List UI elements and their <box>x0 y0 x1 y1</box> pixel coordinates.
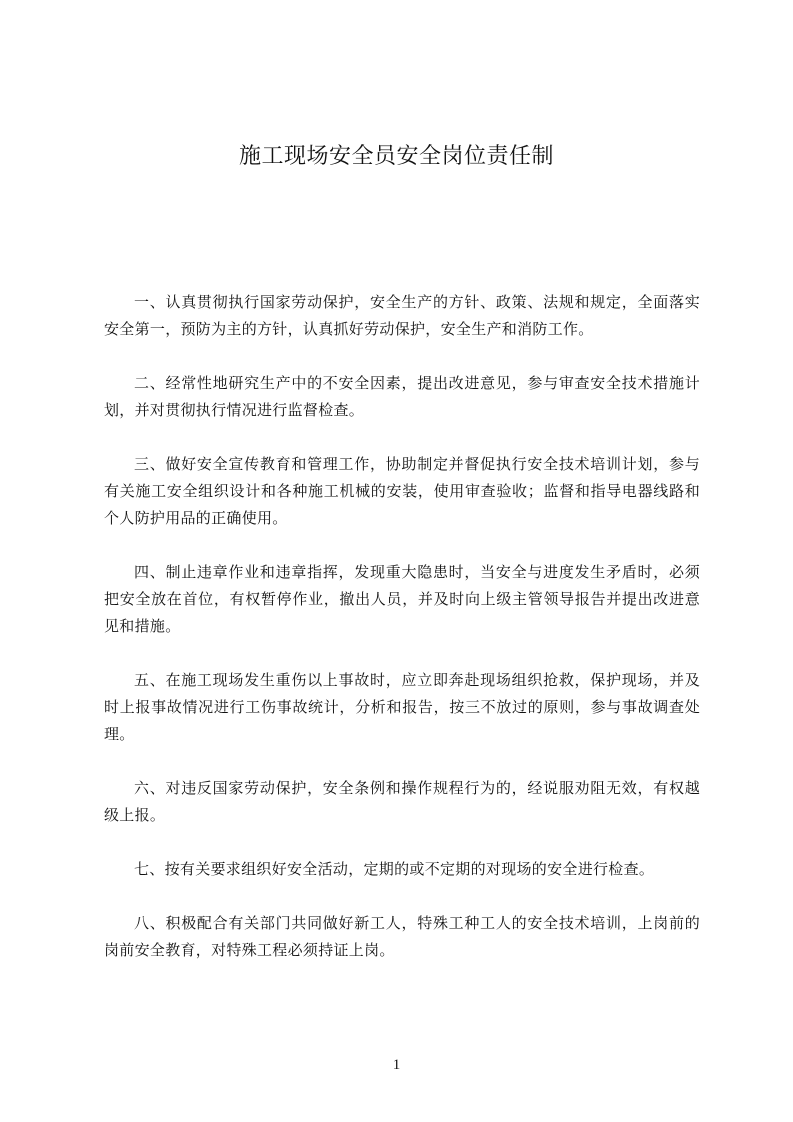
clause-4: 四、制止违章作业和违章指挥，发现重大隐患时，当安全与进度发生矛盾时，必须把安全放在首位，有权暂停作业，撤出人员，并及时向上级主管领导报告并提出改进意见和措施。 <box>104 563 700 635</box>
clause-5: 五、在施工现场发生重伤以上事故时，应立即奔赴现场组织抢救，保护现场，并及时上报事故情况进行工伤事故统计，分析和报告，按三不放过的原则，参与事故调查处理。 <box>104 671 700 743</box>
clause-3: 三、做好安全宣传教育和管理工作，协助制定并督促执行安全技术培训计划，参与有关施工安全组织设计和各种施工机械的安装，使用审查验收；监督和指导电器线路和个人防护用品的正确使用。 <box>104 455 700 527</box>
page-number: 1 <box>392 1057 401 1073</box>
clause-1: 一、认真贯彻执行国家劳动保护，安全生产的方针、政策、法规和规定，全面落实安全第一，预防为主的方针，认真抓好劳动保护，安全生产和消防工作。 <box>104 293 700 338</box>
clause-8: 八、积极配合有关部门共同做好新工人，特殊工种工人的安全技术培训，上岗前的岗前安全教育，对特殊工程必须持证上岗。 <box>104 914 700 959</box>
clause-6: 六、对违反国家劳动保护，安全条例和操作规程行为的，经说服劝阻无效，有权越级上报。 <box>104 779 700 824</box>
document-title: 施工现场安全员安全岗位责任制 <box>238 144 554 169</box>
clause-2: 二、经常性地研究生产中的不安全因素，提出改进意见，参与审查安全技术措施计划，并对贯彻执行情况进行监督检查。 <box>104 374 700 419</box>
document-body <box>104 289 700 991</box>
clause-7: 七、按有关要求组织好安全活动，定期的或不定期的对现场的安全进行检查。 <box>134 860 655 878</box>
